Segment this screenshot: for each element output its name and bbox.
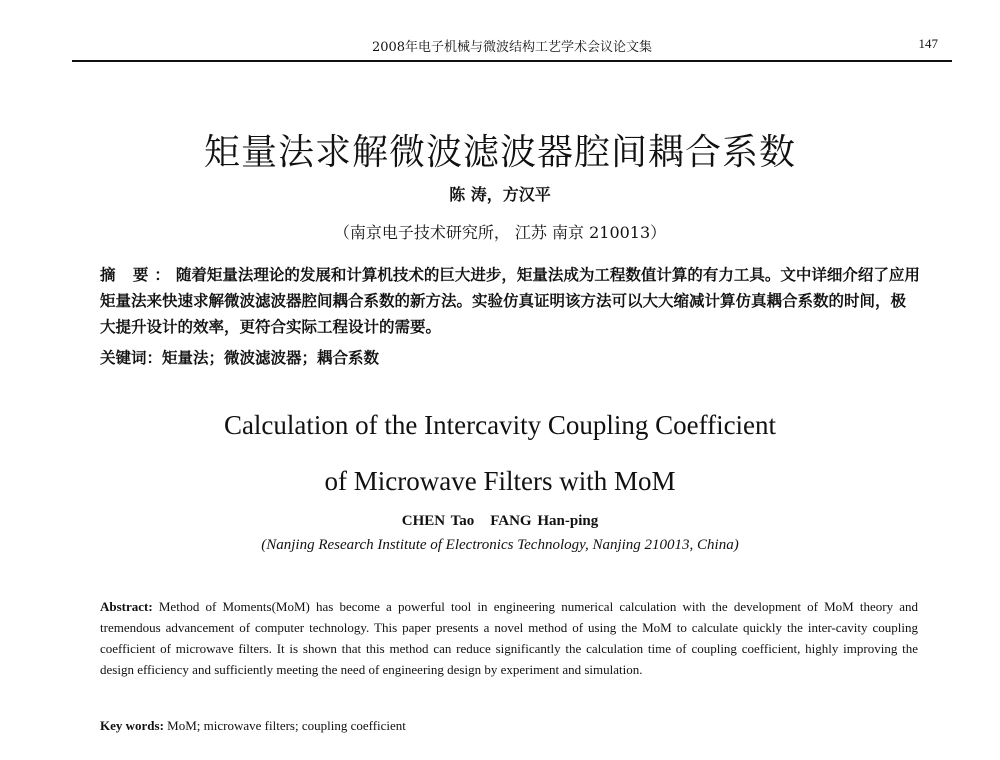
english-keywords xyxy=(100,718,918,734)
english-affiliation: (Nanjing Research Institute of Electronics Technology, Nanjing 210013, China) xyxy=(261,537,739,553)
chinese-keywords-label: 关键词： xyxy=(100,348,163,367)
english-keywords-label: Key words: xyxy=(100,718,164,733)
chinese-abstract-text: 随着矩量法理论的发展和计算机技术的巨大进步，矩量法成为工程数值计算的有力工具。文中详细介绍了应用矩量法来快速求解微波滤波器腔间耦合系数的新方法。实验仿真证明该方法可以大大缩减计算仿真耦合系数的时间，极大提升设计的效率，更符合实际工程设计的需要。 xyxy=(100,265,920,336)
english-title-line1: Calculation of the Intercavity Coupling Coefficient xyxy=(223,410,777,440)
page-number: 147 xyxy=(918,36,938,51)
proceedings-title: 2008年电子机械与微波结构工艺学术会议论文集 xyxy=(371,40,653,55)
chinese-title: 矩量法求解微波滤波器腔间耦合系数 xyxy=(203,132,796,173)
english-abstract xyxy=(100,596,918,680)
chinese-abstract xyxy=(100,262,920,340)
chinese-abstract-label: 摘 要： xyxy=(100,265,176,284)
running-header xyxy=(72,34,952,62)
english-abstract-label: Abstract: xyxy=(100,599,153,614)
chinese-authors: 陈 涛，方汉平 xyxy=(449,185,551,204)
english-authors xyxy=(0,513,1000,530)
chinese-keywords xyxy=(100,346,920,368)
author-2: FANG Han-ping xyxy=(490,513,599,529)
english-title-line2: of Microwave Filters with MoM xyxy=(324,466,676,496)
chinese-affiliation: （南京电子技术研究所， 江苏 南京 210013） xyxy=(333,223,667,242)
chinese-keywords-text: 矩量法；微波滤波器；耦合系数 xyxy=(162,348,380,367)
author-1: CHEN Tao xyxy=(401,513,475,529)
english-abstract-text: Method of Moments(MoM) has become a powerful tool in engineering numerical calculation with the development of MoM theory and tremendous advancement of computer technology. This paper presents a novel method of using the MoM to calculate quickly the inter-cavity coupling coefficient of microwave filters. It is shown that this method can reduce significantly the calculation time of coupling coefficient, highly improving the design efficiency and sufficiently meeting the need of engineering design by experiment and simulation. xyxy=(100,599,919,677)
english-keywords-text: MoM; microwave filters; coupling coefficient xyxy=(167,718,406,733)
